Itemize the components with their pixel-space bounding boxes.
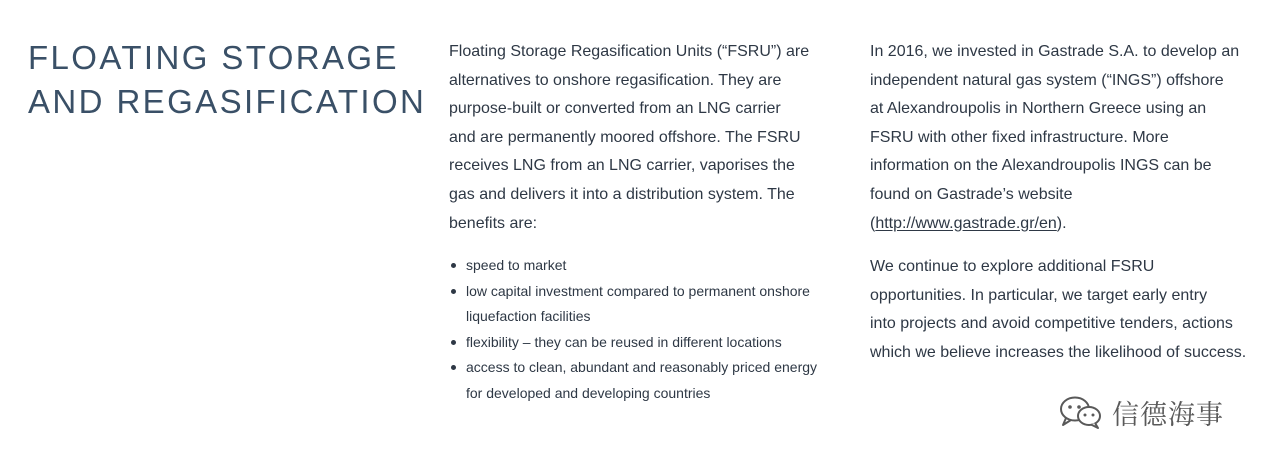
wechat-icon bbox=[1058, 394, 1104, 430]
list-item-text: liquefaction facilities bbox=[466, 308, 591, 325]
benefits-list bbox=[449, 253, 841, 407]
intro-line: receives LNG from an LNG carrier, vaporises the bbox=[449, 157, 795, 175]
list-item-text: low capital investment compared to permanent onshore bbox=[466, 282, 810, 299]
list-item bbox=[449, 330, 841, 356]
gastrade-column bbox=[870, 38, 1262, 238]
gastrade-line: In 2016, we invested in Gastrade S.A. to develop an bbox=[870, 43, 1240, 60]
list-item bbox=[449, 279, 841, 330]
intro-column bbox=[449, 38, 841, 238]
opportunities-line: We continue to explore additional FSRU bbox=[870, 258, 1155, 275]
intro-line: purpose-built or converted from an LNG carrier bbox=[449, 100, 781, 118]
page-title bbox=[28, 36, 426, 124]
list-item bbox=[449, 253, 841, 279]
intro-line: gas and delivers it into a distribution system. The bbox=[449, 185, 795, 203]
gastrade-line: independent natural gas system (“INGS”) offshore bbox=[870, 71, 1224, 89]
watermark bbox=[1058, 390, 1224, 434]
gastrade-line: information on the Alexandroupolis INGS can be bbox=[870, 157, 1212, 175]
opportunities-line: opportunities. In particular, we target early entry bbox=[870, 286, 1208, 304]
link-open-paren: ( bbox=[870, 214, 876, 232]
list-item-text: speed to market bbox=[466, 257, 567, 273]
page-title-line-2: AND REGASIFICATION bbox=[28, 83, 427, 120]
intro-line: benefits are: bbox=[449, 214, 538, 232]
gastrade-line: FSRU with other fixed infrastructure. More bbox=[870, 128, 1169, 146]
opportunities-line: which we believe increases the likelihood of success. bbox=[870, 343, 1247, 361]
intro-line: and are permanently moored offshore. The FSRU bbox=[449, 128, 801, 146]
gastrade-link-line bbox=[870, 210, 1262, 239]
list-item-text: for developed and developing countries bbox=[466, 384, 711, 401]
gastrade-website-link[interactable]: http://www.gastrade.gr/en bbox=[875, 214, 1057, 232]
intro-line: Floating Storage Regasification Units (“FSRU”) are bbox=[449, 43, 810, 60]
link-close-paren: ). bbox=[1056, 214, 1067, 232]
watermark-text: 信德海事 bbox=[1112, 399, 1224, 431]
opportunities-paragraph bbox=[870, 253, 1246, 367]
gastrade-paragraph bbox=[870, 38, 1262, 238]
list-item-text: access to clean, abundant and reasonably priced energy bbox=[466, 359, 818, 376]
list-item bbox=[449, 355, 841, 406]
bullet-icon bbox=[451, 289, 456, 294]
bullet-icon bbox=[451, 340, 456, 345]
bullet-icon bbox=[451, 365, 456, 370]
gastrade-line: found on Gastrade’s website bbox=[870, 185, 1073, 203]
intro-paragraph bbox=[449, 38, 841, 238]
intro-line: alternatives to onshore regasification. They are bbox=[449, 71, 782, 89]
opportunities-line: into projects and avoid competitive tenders, actions bbox=[870, 315, 1233, 333]
bullet-icon bbox=[451, 263, 456, 268]
page-title-line-1: FLOATING STORAGE bbox=[28, 39, 399, 76]
gastrade-line: at Alexandroupolis in Northern Greece using an bbox=[870, 100, 1207, 118]
list-item-text: flexibility – they can be reused in different locations bbox=[466, 333, 782, 350]
